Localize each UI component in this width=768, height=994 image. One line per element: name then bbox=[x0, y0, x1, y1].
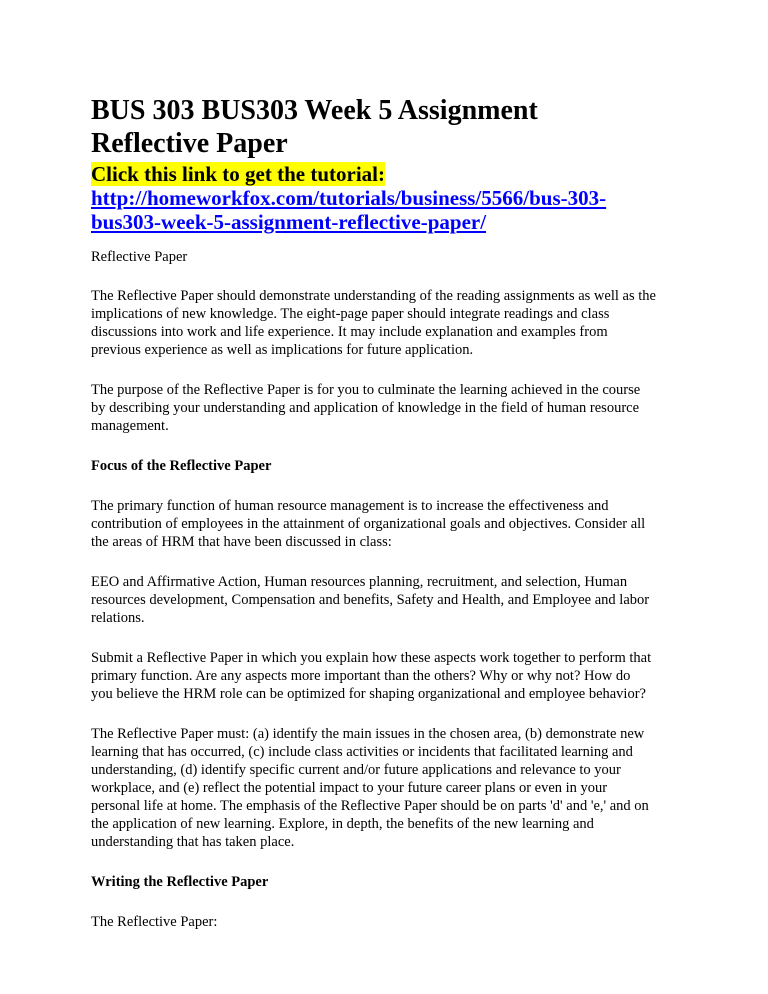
text-line: by describing your understanding and application of knowledge in the field of human resource bbox=[91, 400, 640, 416]
document-page bbox=[91, 94, 691, 931]
text-line: the application of new learning. Explore, in depth, the benefits of the new learning and bbox=[91, 816, 594, 832]
text-line: The purpose of the Reflective Paper is for you to culminate the learning achieved in the course bbox=[91, 382, 641, 398]
paragraph-submit bbox=[91, 649, 691, 703]
paragraph-requirements bbox=[91, 725, 691, 851]
text-line: understanding, (d) identify specific current and/or future applications and relevance to your bbox=[91, 762, 621, 778]
paragraph-purpose bbox=[91, 381, 691, 435]
document-title bbox=[91, 94, 691, 160]
text-line: learning that has occurred, (c) include class activities or incidents that facilitated learning and bbox=[91, 744, 633, 760]
heading-focus: Focus of the Reflective Paper bbox=[91, 458, 272, 474]
text-line: management. bbox=[91, 418, 169, 434]
paragraph-primary-function bbox=[91, 497, 691, 551]
heading-writing: Writing the Reflective Paper bbox=[91, 874, 269, 890]
tutorial-link-block bbox=[91, 162, 691, 234]
text-line: personal life at home. The emphasis of the Reflective Paper should be on parts 'd' and 'e,' and on bbox=[91, 798, 649, 814]
title-line-2: Reflective Paper bbox=[91, 128, 288, 159]
text-line: resources development, Compensation and benefits, Safety and Health, and Employee and labor bbox=[91, 592, 650, 608]
text-line: understanding that has taken place. bbox=[91, 834, 295, 850]
text-line: previous experience as well as implications for future application. bbox=[91, 342, 474, 358]
text-line: Submit a Reflective Paper in which you explain how these aspects work together to perform that bbox=[91, 650, 652, 666]
paragraph-intro bbox=[91, 287, 691, 359]
tutorial-cta: Click this link to get the tutorial: bbox=[91, 162, 385, 186]
tutorial-link-line-1[interactable]: http://homeworkfox.com/tutorials/business/5566/bus-303- bbox=[91, 186, 607, 210]
text-line: contribution of employees in the attainment of organizational goals and objectives. Consider all bbox=[91, 516, 646, 532]
text-line: implications of new knowledge. The eight-page paper should integrate readings and class bbox=[91, 306, 610, 322]
text-line: primary function. Are any aspects more important than the others? Why or why not? How do bbox=[91, 668, 631, 684]
paragraph-reflective-paper: The Reflective Paper: bbox=[91, 914, 218, 930]
text-line: you believe the HRM role can be optimized for shaping organizational and employee behavior? bbox=[91, 686, 646, 702]
text-line: The Reflective Paper should demonstrate understanding of the reading assignments as well as the bbox=[91, 288, 656, 304]
title-line-1: BUS 303 BUS303 Week 5 Assignment bbox=[91, 95, 538, 126]
paragraph-hrm-areas bbox=[91, 573, 691, 627]
text-line: The Reflective Paper must: (a) identify the main issues in the chosen area, (b) demonstrate new bbox=[91, 726, 645, 742]
text-line: relations. bbox=[91, 610, 145, 626]
text-line: The primary function of human resource management is to increase the effectiveness and bbox=[91, 498, 609, 514]
text-line: workplace, and (e) reflect the potential impact to your future career plans or even in your bbox=[91, 780, 608, 796]
text-line: EEO and Affirmative Action, Human resources planning, recruitment, and selection, Human bbox=[91, 574, 628, 590]
section-label: Reflective Paper bbox=[91, 249, 188, 265]
text-line: discussions into work and life experience. It may include explanation and examples from bbox=[91, 324, 608, 340]
text-line: the areas of HRM that have been discussed in class: bbox=[91, 534, 392, 550]
tutorial-link-line-2[interactable]: bus303-week-5-assignment-reflective-paper/ bbox=[91, 210, 487, 234]
